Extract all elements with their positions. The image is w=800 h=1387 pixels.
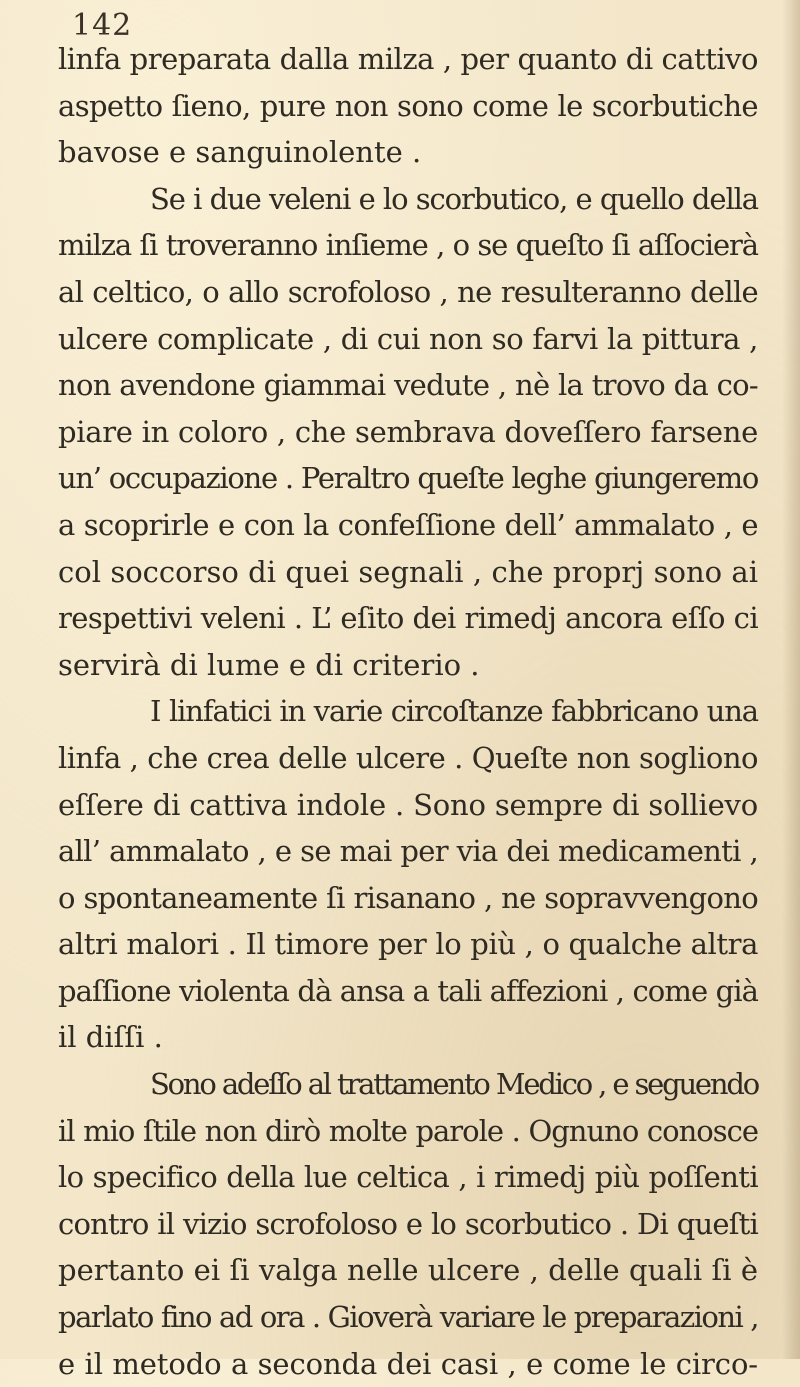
text-line: parlato fino ad ora . Gioverà variare le preparazioni , <box>58 1300 758 1335</box>
text-line: lo specifico della lue celtica , i rimedj più poſſenti <box>58 1160 758 1195</box>
text-line: I linfatici in varie circoſtanze fabbricano una <box>150 694 758 729</box>
text-line: ulcere complicate , di cui non so farvi la pittura , <box>58 321 758 356</box>
text-line: non avendone giammai vedute , nè la trovo da co- <box>58 368 758 403</box>
text-line: Se i due veleni e lo scorbutico, e quello della <box>150 181 758 216</box>
text-line: eſſere di cattiva indole . Sono sempre di sollievo <box>58 787 758 822</box>
text-line: all’ ammalato , e se mai per via dei medicamenti , <box>58 834 758 869</box>
page-number: 142 <box>72 8 133 43</box>
page-edge-shadow <box>782 0 800 1359</box>
text-line: un’ occupazione . Peraltro queſte leghe giungeremo <box>58 461 758 496</box>
text-line: servirà di lume e di criterio . <box>58 647 480 682</box>
text-line: aspetto ſieno, pure non sono come le scorbutiche <box>58 88 758 123</box>
text-line: al celtico, o allo scrofoloso , ne resulteranno delle <box>58 274 758 309</box>
text-line: altri malori . Il timore per lo più , o qualche altra <box>58 927 758 962</box>
text-line: milza ſi troveranno inſieme , o se queſto ſi aſſocierà <box>58 228 758 263</box>
text-line: respettivi veleni . L’ eſito dei rimedj ancora eſſo ci <box>58 601 758 636</box>
text-line: linfa preparata dalla milza , per quanto di cattivo <box>58 42 758 76</box>
text-line: col soccorso di quei segnali , che proprj sono ai <box>58 554 758 589</box>
text-line: contro il vizio scrofoloso e lo scorbutico . Di queſti <box>58 1206 758 1241</box>
text-line: o spontaneamente ſi risanano , ne sopravvengono <box>58 880 758 915</box>
text-line: il mio ſtile non dirò molte parole . Ognuno conosce <box>58 1113 758 1148</box>
text-line: bavose e sanguinolente . <box>58 135 422 170</box>
text-line: pertanto ei ſi valga nelle ulcere , delle quali ſi è <box>58 1253 758 1288</box>
text-line: piare in coloro , che sembrava doveſſero farsene <box>58 414 758 449</box>
text-line: linfa , che crea delle ulcere . Queſte non sogliono <box>58 740 758 775</box>
text-line: e il metodo a seconda dei casi , e come le circo- <box>58 1346 758 1381</box>
text-line: a scoprirle e con la confeſſione dell’ ammalato , e <box>58 507 758 542</box>
text-line: paſſione violenta dà ansa a tali affezioni , come già <box>58 973 758 1008</box>
body-text <box>58 36 758 1387</box>
text-line: Sono adeſſo al trattamento Medico , e seguendo <box>150 1067 758 1102</box>
text-line: il diſſi . <box>58 1020 163 1055</box>
